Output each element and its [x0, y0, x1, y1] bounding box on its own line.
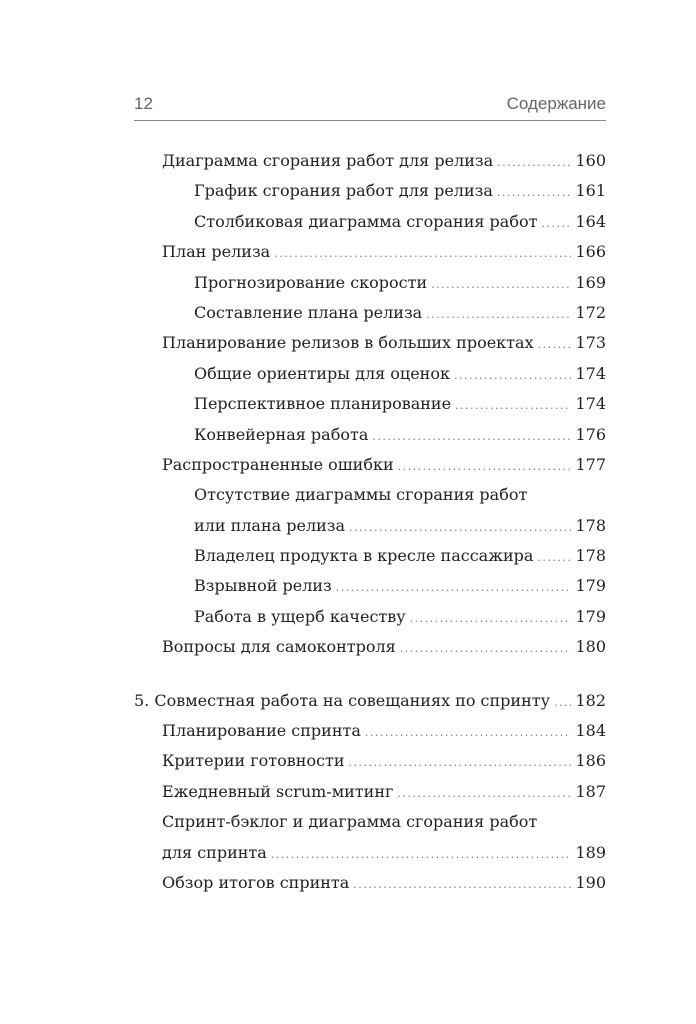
dot-leader — [349, 748, 572, 778]
toc-entry[interactable] — [134, 838, 606, 868]
toc-entry[interactable] — [134, 176, 606, 206]
dot-leader — [271, 840, 572, 870]
dot-leader — [431, 270, 571, 300]
toc-entry[interactable] — [134, 207, 606, 237]
dot-leader — [410, 604, 572, 634]
toc-entry-title: Критерии готовности — [162, 751, 345, 771]
toc-entry-title: Прогнозирование скорости — [194, 272, 428, 292]
toc-page-number: 180 — [575, 637, 606, 657]
toc-entry-title: Конвейерная работа — [194, 424, 369, 444]
dot-leader — [497, 148, 571, 178]
toc-page-number: 179 — [575, 576, 606, 596]
toc-page-number: 186 — [575, 751, 606, 771]
toc-entry[interactable] — [134, 777, 606, 807]
dot-leader — [454, 361, 571, 391]
toc-entry-title: Спринт-бэклог и диаграмма сгорания работ — [162, 812, 538, 832]
toc-entry[interactable] — [134, 359, 606, 389]
toc-entry-line[interactable] — [134, 807, 606, 837]
chapter-gap — [134, 663, 606, 686]
toc-entry-title: Планирование релизов в больших проектах — [162, 333, 534, 353]
toc-entry-title: План релиза — [162, 242, 271, 262]
toc-entry-title: или плана релиза — [194, 515, 346, 535]
toc-entry-title: Обзор итогов спринта — [162, 872, 350, 892]
toc-entry[interactable] — [134, 868, 606, 898]
dot-leader — [398, 452, 572, 482]
toc-entry[interactable] — [134, 237, 606, 267]
dot-leader — [538, 330, 572, 360]
dot-leader — [541, 209, 571, 239]
dot-leader — [455, 391, 571, 421]
toc-entry-title: Взрывной релиз — [194, 576, 332, 596]
toc-entry[interactable] — [134, 146, 606, 176]
toc-entry[interactable] — [134, 602, 606, 632]
toc-page-number: 190 — [575, 872, 606, 892]
toc-page-number: 174 — [575, 363, 606, 383]
dot-leader — [336, 573, 572, 603]
dot-leader — [372, 422, 571, 452]
toc-page-number: 164 — [575, 211, 606, 231]
toc-entry-title: График сгорания работ для релиза — [194, 181, 493, 201]
toc-page-number: 174 — [575, 394, 606, 414]
toc-entry[interactable] — [134, 716, 606, 746]
toc-entry-title: 5. Совместная работа на совещаниях по спринту — [134, 690, 551, 710]
toc-page-number: 161 — [575, 181, 606, 201]
section-title: Содержание — [506, 94, 606, 113]
toc-entry-title: для спринта — [162, 842, 267, 862]
toc-entry-title: Планирование спринта — [162, 721, 361, 741]
dot-leader — [497, 178, 572, 208]
toc-entry-title: Диаграмма сгорания работ для релиза — [162, 151, 494, 170]
toc-page-number: 184 — [575, 721, 606, 741]
toc-page-number: 160 — [575, 151, 606, 170]
dot-leader — [426, 300, 571, 330]
toc-page-number: 182 — [575, 690, 606, 710]
toc-entry[interactable] — [134, 268, 606, 298]
toc-entry[interactable] — [134, 746, 606, 776]
toc-chapter[interactable] — [134, 686, 606, 716]
dot-leader — [537, 543, 571, 573]
toc-entry[interactable] — [134, 298, 606, 328]
toc-entry-title: Работа в ущерб качеству — [194, 606, 406, 626]
toc-page-number: 166 — [575, 242, 606, 262]
dot-leader — [400, 634, 572, 664]
toc-entry-title: Отсутствие диаграммы сгорания работ — [194, 485, 528, 505]
header-rule — [134, 120, 606, 121]
toc-entry-title: Столбиковая диаграмма сгорания работ — [194, 211, 538, 231]
dot-leader — [349, 513, 571, 543]
toc-page-number: 178 — [575, 546, 606, 566]
toc-page-number: 178 — [575, 515, 606, 535]
toc-page-number: 179 — [575, 606, 606, 626]
toc-page-number: 173 — [575, 333, 606, 353]
toc-entry[interactable] — [134, 511, 606, 541]
dot-leader — [397, 779, 571, 809]
toc-entry-title: Вопросы для самоконтроля — [162, 637, 396, 657]
toc-entry-line[interactable] — [134, 480, 606, 510]
toc-entry[interactable] — [134, 328, 606, 358]
toc-entry[interactable] — [134, 632, 606, 662]
toc-entry[interactable] — [134, 450, 606, 480]
toc-page-number: 169 — [575, 272, 606, 292]
toc-page-number: 177 — [575, 454, 606, 474]
dot-leader — [554, 688, 571, 718]
toc-entry-title: Общие ориентиры для оценок — [194, 363, 450, 383]
table-of-contents — [134, 146, 606, 898]
toc-entry-title: Перспективное планирование — [194, 394, 452, 414]
toc-entry-title: Ежедневный scrum-митинг — [162, 781, 394, 801]
toc-entry[interactable] — [134, 571, 606, 601]
toc-entry[interactable] — [134, 389, 606, 419]
toc-entry[interactable] — [134, 541, 606, 571]
dot-leader — [274, 239, 571, 269]
toc-page-number: 176 — [575, 424, 606, 444]
dot-leader — [365, 718, 572, 748]
toc-entry-title: Распространенные ошибки — [162, 454, 394, 474]
toc-entry-title: Составление плана релиза — [194, 302, 423, 322]
page-number: 12 — [134, 94, 153, 113]
toc-page-number: 189 — [575, 842, 606, 862]
toc-page-number: 172 — [575, 302, 606, 322]
dot-leader — [353, 870, 571, 900]
running-header — [134, 94, 606, 114]
toc-entry[interactable] — [134, 420, 606, 450]
toc-entry-title: Владелец продукта в кресле пассажира — [194, 546, 534, 566]
toc-page-number: 187 — [575, 781, 606, 801]
